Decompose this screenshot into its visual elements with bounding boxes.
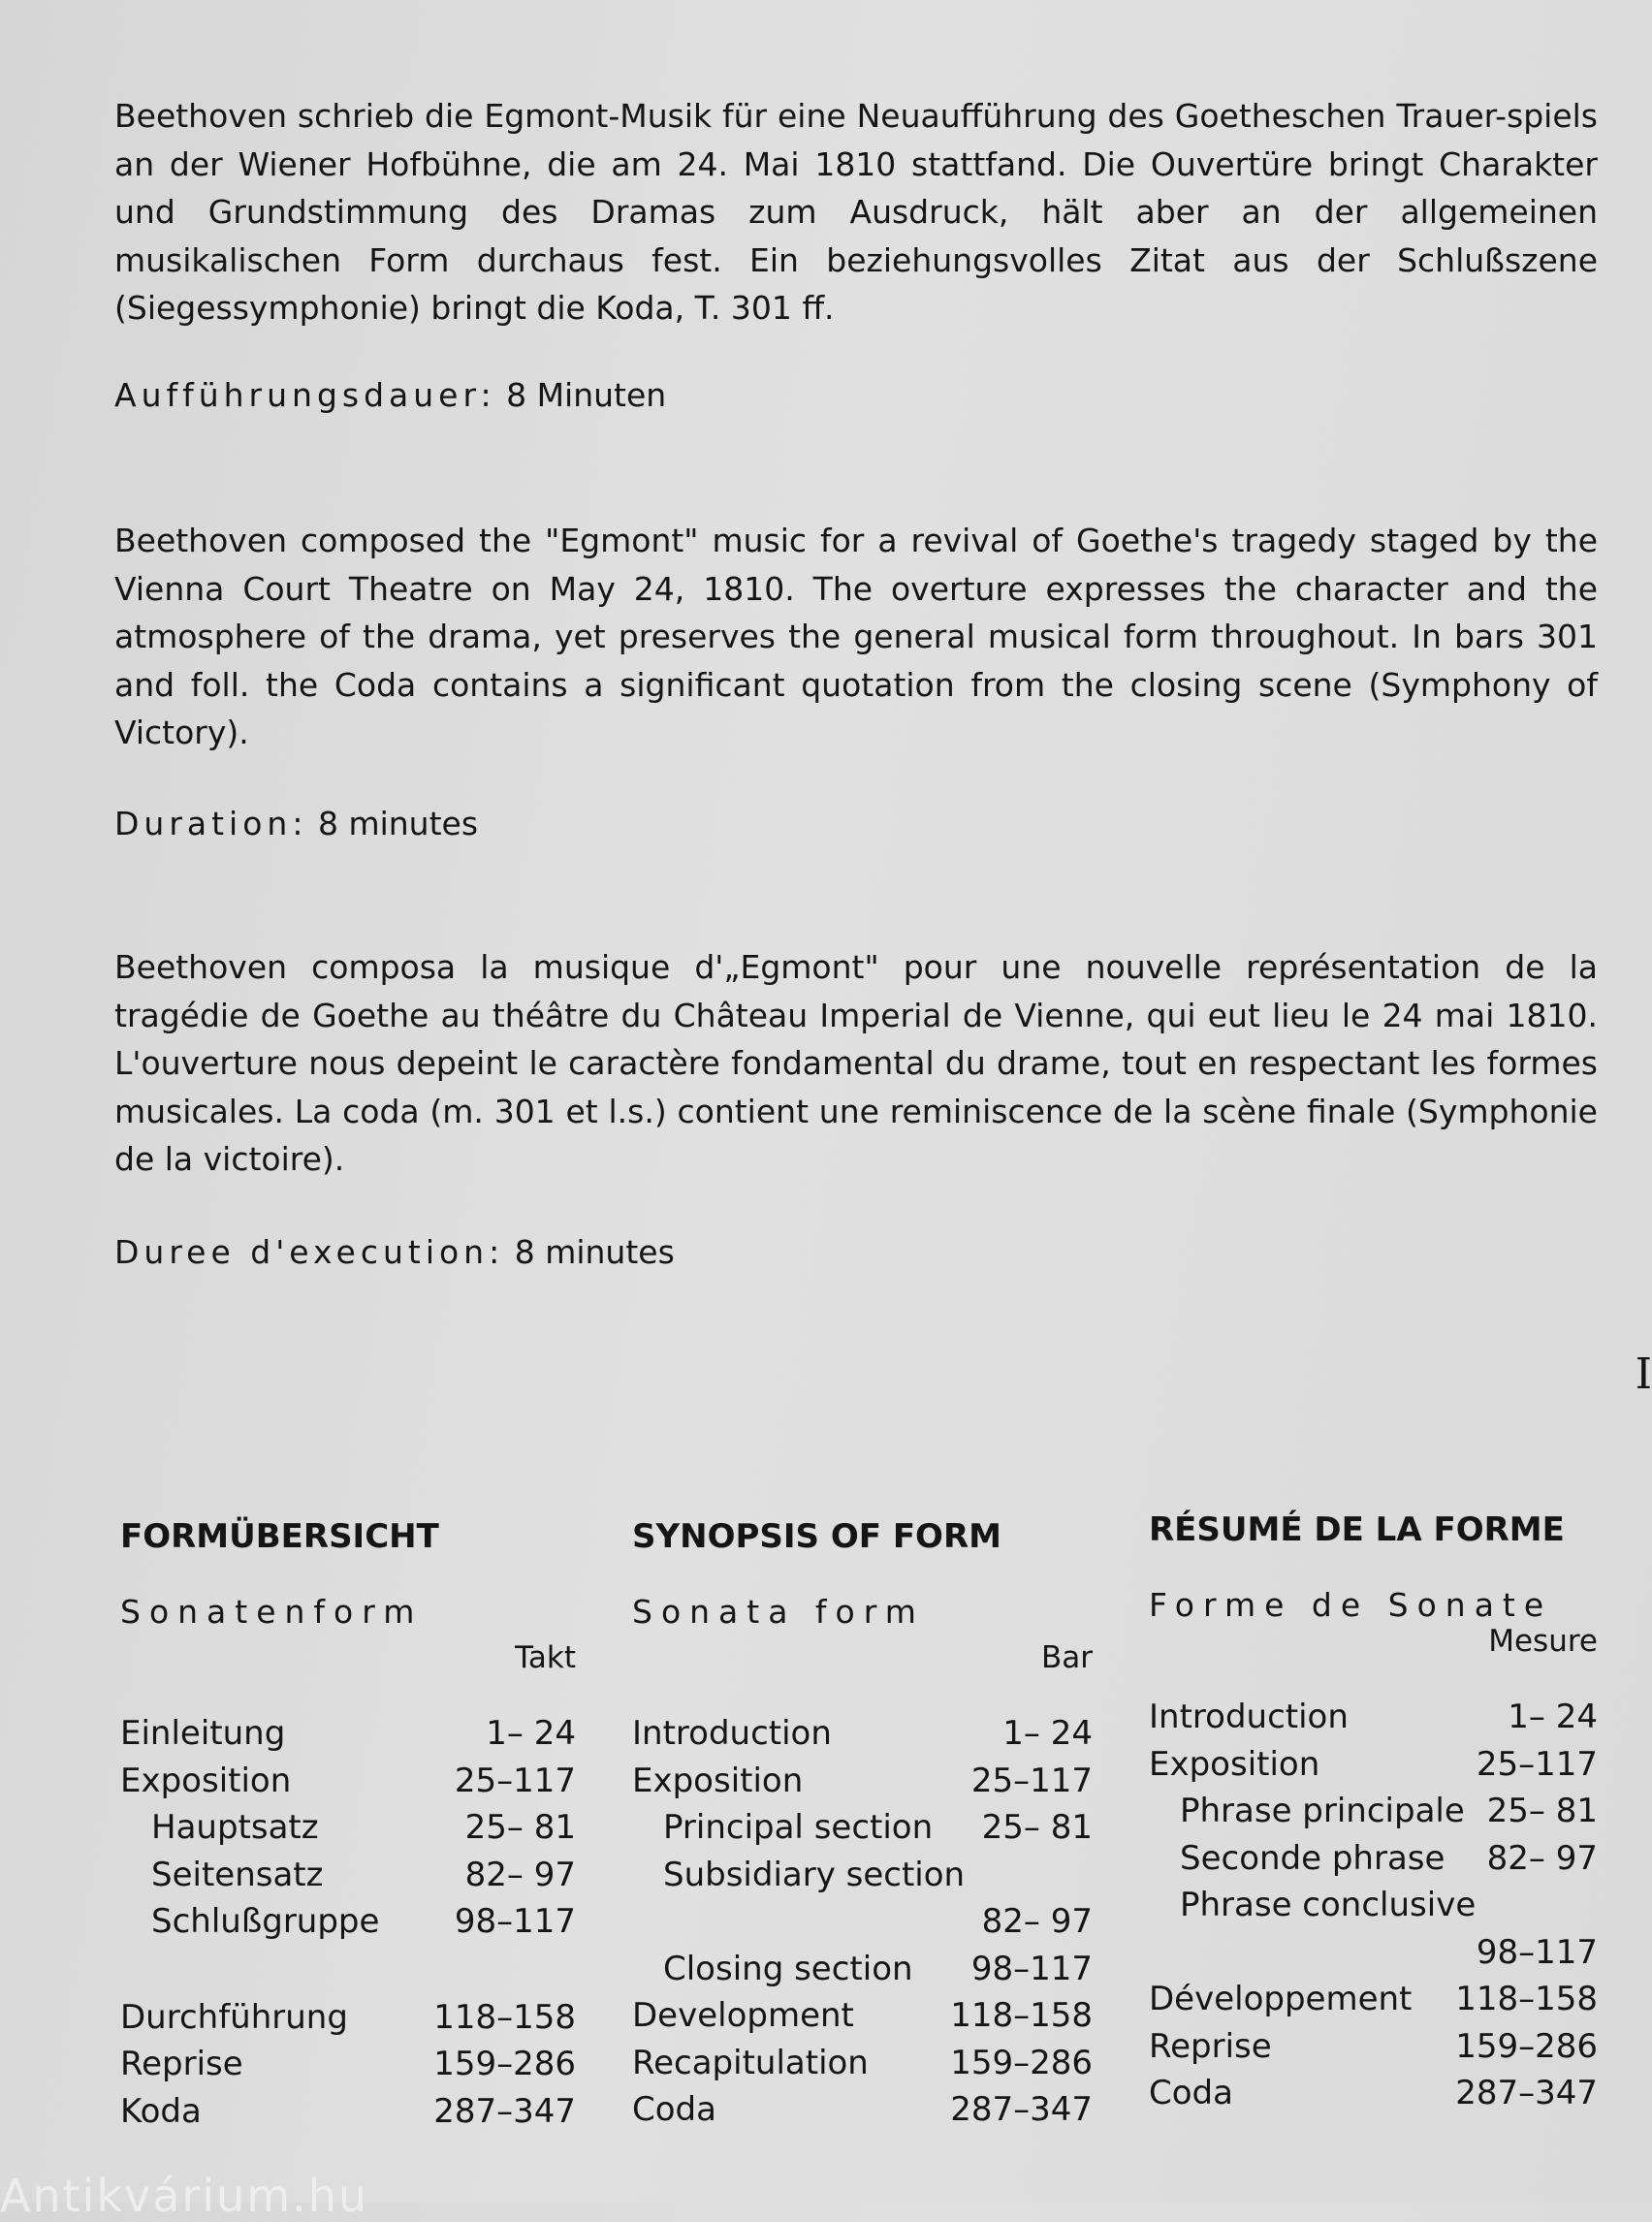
unit-fr: Mesure bbox=[1488, 1624, 1598, 1659]
bar-range: 159–286 bbox=[950, 2043, 1093, 2082]
bar-range: 1– 24 bbox=[486, 1714, 576, 1753]
french-duration-label: Duree d'execution: bbox=[114, 1233, 505, 1271]
form-name-fr: Forme de Sonate bbox=[1149, 1586, 1553, 1624]
synopsis-rows-en bbox=[632, 1710, 1093, 2134]
table-row bbox=[120, 2088, 576, 2136]
table-row bbox=[120, 2041, 576, 2088]
synopsis-title-en: SYNOPSIS OF FORM bbox=[632, 1517, 1001, 1556]
table-row bbox=[120, 1710, 576, 1758]
section-name: Développement bbox=[1149, 1980, 1413, 2018]
bar-range: 25–117 bbox=[970, 1761, 1093, 1800]
section-name: Coda bbox=[1149, 2074, 1233, 2112]
bar-range: 159–286 bbox=[433, 2045, 576, 2083]
table-row bbox=[1149, 2070, 1598, 2117]
bar-range: 159–286 bbox=[1455, 2026, 1598, 2066]
table-row bbox=[120, 1758, 576, 1805]
table-row bbox=[632, 2086, 1093, 2134]
section-name: Subsidiary section bbox=[663, 1855, 966, 1894]
section-name: Seconde phrase bbox=[1180, 1838, 1446, 1878]
synopsis-column-de bbox=[120, 1517, 576, 2135]
section-name: Schlußgruppe bbox=[151, 1902, 380, 1941]
section-name: Exposition bbox=[120, 1761, 292, 1800]
edge-mark: I bbox=[1635, 1349, 1652, 1399]
french-paragraph: Beethoven composa la musique d'„Egmont" pour une nouvelle représentation de la tragédie de Goethe au théâtre du Château Imperial de Vienne, qui eut lieu le 24 mai 1810. L'ouverture nous depeint le caractère fondamental du drame, tout en respectant les formes musicales. La coda (m. 301 et l.s.) contient une reminiscence de la scène finale (Symphonie de la victoire). bbox=[114, 948, 1598, 1178]
bar-range: 118–158 bbox=[433, 1997, 576, 2037]
section-name: Phrase principale bbox=[1180, 1792, 1465, 1830]
synopsis-column-en bbox=[632, 1517, 1093, 2134]
section-name: Exposition bbox=[632, 1761, 804, 1800]
table-row bbox=[632, 1946, 1093, 1993]
section-name: Introduction bbox=[632, 1714, 832, 1753]
table-row bbox=[1149, 1788, 1598, 1835]
section-name: Reprise bbox=[1149, 2026, 1272, 2066]
bar-range: 118–158 bbox=[950, 1996, 1093, 2035]
section-name: Seitensatz bbox=[151, 1855, 324, 1894]
bar-range: 287–347 bbox=[950, 2090, 1093, 2129]
bar-range: 25–117 bbox=[1476, 1744, 1598, 1784]
table-row bbox=[632, 1710, 1093, 1758]
section-name: Introduction bbox=[1149, 1698, 1349, 1736]
english-duration-value: 8 minutes bbox=[317, 805, 479, 842]
section-name: Closing section bbox=[663, 1949, 913, 1988]
german-paragraph: Beethoven schrieb die Egmont-Musik für eine Neuaufführung des Goetheschen Trauer-spiels an der Wiener Hofbühne, die am 24. Mai 1810 stattfand. Die Ouvertüre bringt Charakter und Grundstimmung des Dramas zum Ausdruck, hält aber an der allgemeinen musikalischen Form durchaus fest. Ein beziehungsvolles Zitat aus der Schlußszene (Siegessymphonie) bringt die Koda, T. 301 ff. bbox=[114, 97, 1598, 327]
english-duration bbox=[114, 805, 478, 842]
english-duration-label: Duration: bbox=[114, 805, 308, 842]
unit-de: Takt bbox=[515, 1640, 576, 1675]
table-row bbox=[1149, 1741, 1598, 1789]
synopsis-rows-fr bbox=[1149, 1694, 1598, 2117]
table-row bbox=[1149, 1835, 1598, 1883]
table-row bbox=[632, 1804, 1093, 1852]
table-row bbox=[1149, 1694, 1598, 1741]
unit-en: Bar bbox=[1040, 1640, 1093, 1675]
bar-range: 98–117 bbox=[454, 1902, 576, 1941]
section-name: Reprise bbox=[120, 2045, 243, 2083]
synopsis-column-fr bbox=[1149, 1510, 1598, 2117]
section-name: Einleitung bbox=[120, 1714, 286, 1753]
table-row bbox=[120, 1898, 576, 1946]
bar-range: 25–117 bbox=[454, 1761, 576, 1800]
german-duration bbox=[114, 376, 666, 414]
table-row bbox=[120, 1804, 576, 1852]
english-paragraph: Beethoven composed the "Egmont" music for a revival of Goethe's tragedy staged by the Vienna Court Theatre on May 24, 1810. The overture expresses the character and the atmosphere of the drama, yet preserves the general musical form throughout. In bars 301 and foll. the Coda contains a significant quotation from the closing scene (Symphony of Victory). bbox=[114, 522, 1598, 751]
table-row bbox=[1149, 1882, 1598, 1929]
table-row bbox=[1149, 1929, 1598, 1977]
french-duration bbox=[114, 1233, 675, 1271]
section-name: Recapitulation bbox=[632, 2043, 869, 2082]
bar-range: 82– 97 bbox=[464, 1855, 576, 1894]
synopsis-title-fr: RÉSUMÉ DE LA FORME bbox=[1149, 1510, 1565, 1549]
table-row bbox=[632, 1992, 1093, 2040]
bar-range: 25– 81 bbox=[1486, 1792, 1598, 1830]
bar-range: 1– 24 bbox=[1508, 1698, 1598, 1736]
german-duration-label: Aufführungsdauer: bbox=[114, 376, 496, 414]
table-row bbox=[632, 1758, 1093, 1805]
bar-range: 25– 81 bbox=[981, 1808, 1093, 1847]
form-name-en: Sonata form bbox=[632, 1593, 925, 1631]
table-row bbox=[632, 1898, 1093, 1946]
form-name-de: Sonatenform bbox=[120, 1593, 424, 1631]
table-row bbox=[120, 1994, 576, 2042]
bar-range: 1– 24 bbox=[1002, 1714, 1093, 1753]
bar-range: 82– 97 bbox=[981, 1902, 1093, 1941]
table-row bbox=[632, 2040, 1093, 2087]
section-name: Phrase conclusive bbox=[1180, 1886, 1477, 1924]
section-name: Exposition bbox=[1149, 1744, 1320, 1784]
german-duration-value: 8 Minuten bbox=[506, 376, 667, 414]
section-name: Hauptsatz bbox=[151, 1808, 319, 1847]
bar-range: 118–158 bbox=[1455, 1980, 1598, 2018]
section-name: Koda bbox=[120, 2091, 202, 2131]
bar-range: 98–117 bbox=[970, 1949, 1093, 1988]
table-row bbox=[632, 1852, 1093, 1899]
table-row bbox=[120, 1852, 576, 1899]
synopsis-rows-de bbox=[120, 1710, 576, 2135]
bar-range: 25– 81 bbox=[464, 1808, 576, 1847]
french-duration-value: 8 minutes bbox=[514, 1233, 675, 1271]
section-name: Development bbox=[632, 1996, 854, 2035]
bar-range: 287–347 bbox=[1455, 2074, 1598, 2112]
bar-range: 98–117 bbox=[1476, 1932, 1598, 1972]
table-row bbox=[1149, 2023, 1598, 2071]
section-name: Principal section bbox=[663, 1808, 934, 1847]
bar-range: 287–347 bbox=[433, 2091, 576, 2131]
footer-watermark: Antikvárium.hu bbox=[0, 2170, 369, 2222]
bar-range: 82– 97 bbox=[1486, 1838, 1598, 1878]
section-name: Durchführung bbox=[120, 1997, 348, 2037]
synopsis-title-de: FORMÜBERSICHT bbox=[120, 1517, 439, 1556]
section-name: Coda bbox=[632, 2090, 716, 2129]
table-row bbox=[1149, 1976, 1598, 2023]
